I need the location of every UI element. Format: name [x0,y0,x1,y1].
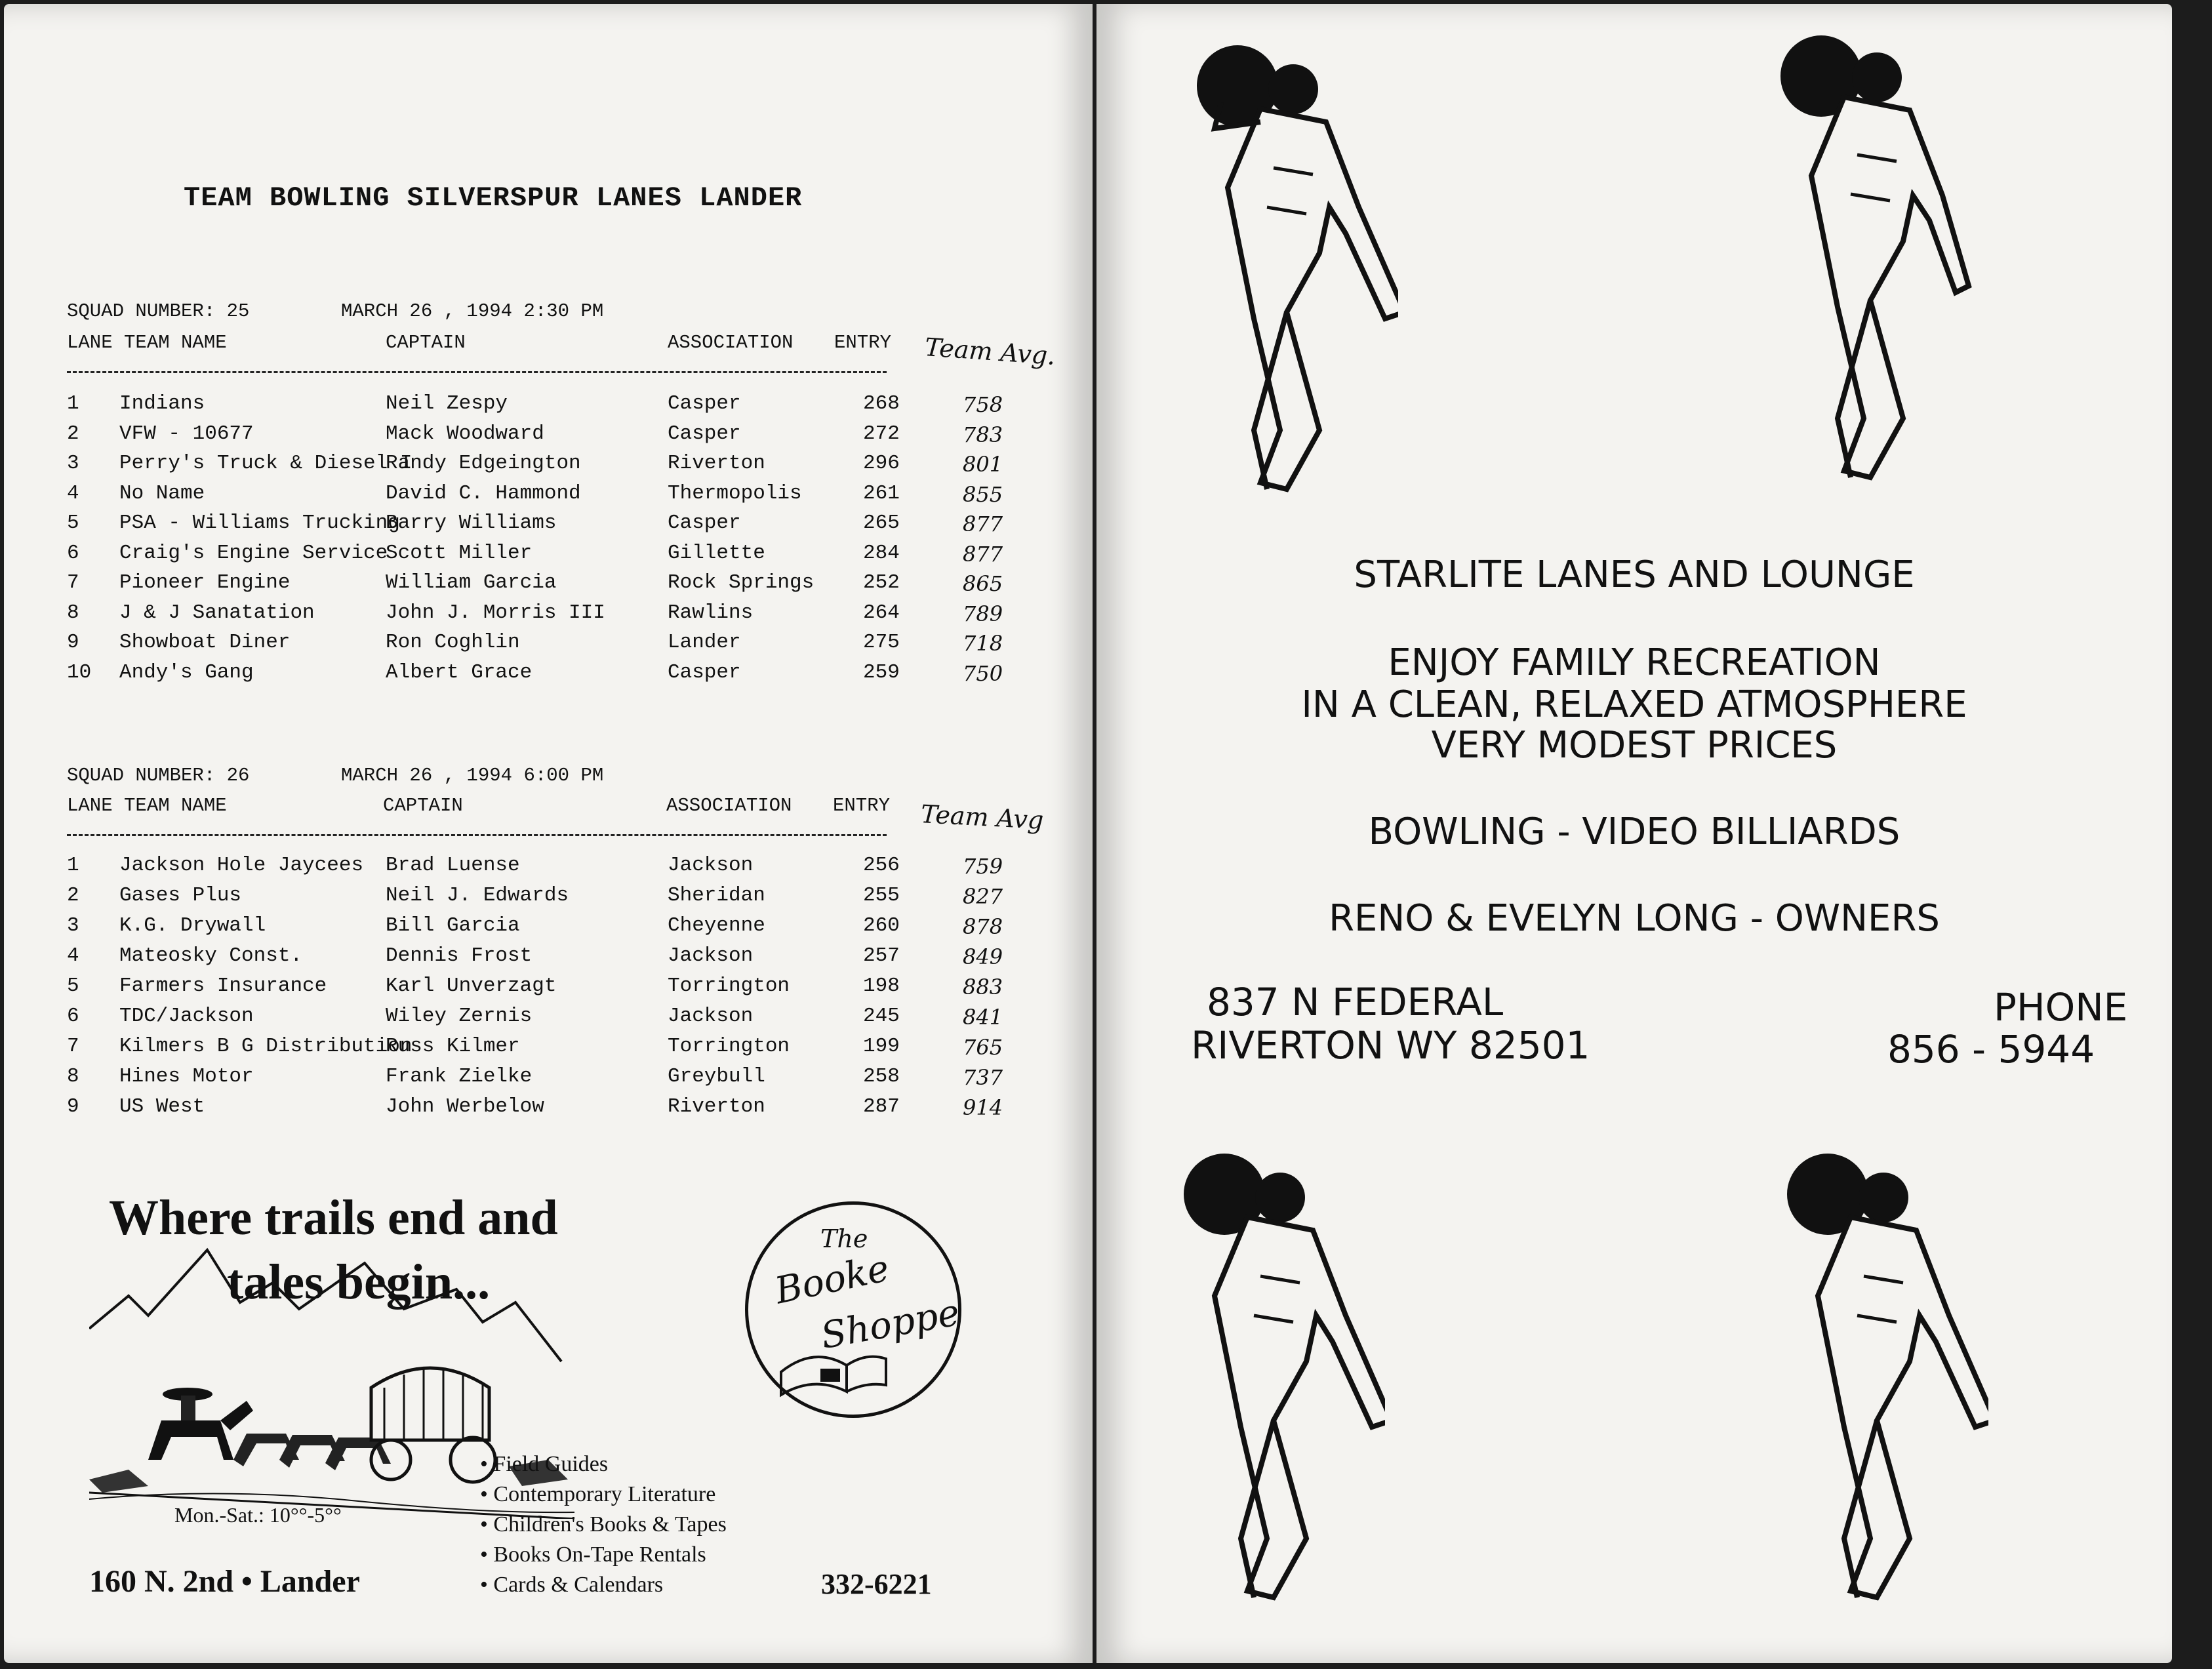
service-item [480,1482,715,1507]
cell-association: Casper [668,512,741,534]
squad-number: SQUAD NUMBER: 26 [67,765,250,786]
table-row [4,392,1093,422]
service-label: Children's Books & Tapes [493,1512,727,1537]
cell-avg: 758 [963,392,1003,417]
store-address: 160 N. 2nd • Lander [89,1564,360,1599]
cell-association: Jackson [668,944,754,967]
cell-avg: 877 [963,512,1003,536]
cell-entry: 284 [863,541,900,565]
cell-avg: 783 [963,422,1003,447]
cell-entry: 261 [863,481,900,505]
cell-association: Casper [668,422,741,445]
cell-association: Gillette [668,541,765,565]
table-row [4,512,1093,542]
street-address: 837 N FEDERAL [1207,980,1504,1024]
table-row [4,482,1093,512]
handwritten-team-avg-header: Team Avg [919,799,1045,835]
tagline-1: ENJOY FAMILY RECREATION [1388,641,1881,684]
cell-captain: David C. Hammond [386,481,581,505]
service-label: Cards & Calendars [493,1573,664,1597]
cell-avg: 765 [963,1035,1003,1060]
cell-lane: 4 [67,481,79,505]
table-row [4,975,1093,1005]
cell-team: US West [119,1095,205,1118]
table-row [4,854,1093,884]
column-header-entry: ENTRY [833,795,891,816]
cell-avg: 849 [963,944,1003,969]
squad-date-time: MARCH 26 , 1994 6:00 PM [341,765,604,786]
cell-lane: 2 [67,884,79,907]
cell-avg: 878 [963,914,1003,939]
cell-team: VFW - 10677 [119,422,254,445]
cell-team: Hines Motor [119,1065,254,1088]
squad-number: SQUAD NUMBER: 25 [67,300,250,322]
activities: BOWLING - VIDEO BILLIARDS [1368,811,1900,853]
cell-captain: Frank Zielke [386,1065,533,1088]
column-header-association: ASSOCIATION [666,795,792,816]
column-header-entry: ENTRY [834,332,892,353]
cell-captain: Mack Woodward [386,422,544,445]
cell-captain: Neil Zespy [386,392,508,415]
cell-captain: Ron Coghlin [386,631,520,654]
cell-association: Lander [668,631,741,654]
table-row [4,601,1093,632]
cell-avg: 789 [963,601,1003,626]
cell-association: Rawlins [668,601,754,624]
cell-association: Rock Springs [668,571,814,594]
service-item [480,1512,727,1537]
cell-entry: 275 [863,631,900,654]
cell-team: J & J Sanatation [119,601,315,624]
cell-captain: John Werbelow [386,1095,544,1118]
cell-association: Greybull [668,1065,765,1088]
cell-avg: 877 [963,541,1003,567]
cell-association: Riverton [668,452,765,475]
squad-date-time: MARCH 26 , 1994 2:30 PM [341,300,604,322]
bullet-icon: • [480,1512,494,1537]
cell-association: Thermopolis [668,481,802,505]
ad-headline-line-1: Where trails end and [109,1190,558,1245]
bullet-icon: • [480,1542,494,1567]
cell-lane: 3 [67,914,79,937]
cell-captain: Barry Williams [386,512,557,534]
cell-association: Cheyenne [668,914,765,937]
cell-avg: 718 [963,631,1003,656]
bowler-illustration-icon [1175,1132,1385,1630]
city-state-zip: RIVERTON WY 82501 [1191,1023,1590,1068]
cell-entry: 245 [863,1005,900,1028]
cell-association: Jackson [668,854,754,877]
cell-entry: 296 [863,452,900,475]
column-header-captain: CAPTAIN [386,332,466,353]
wagon-train-illustration [89,1243,574,1519]
cell-captain: Brad Luense [386,854,520,877]
column-header-lane-team: LANE TEAM NAME [67,795,227,816]
store-hours: Mon.-Sat.: 10°°-5°° [174,1503,342,1527]
cell-captain: Dennis Frost [386,944,533,967]
table-row [4,571,1093,601]
ad-headline-line-2: tales begin... [227,1255,491,1310]
owners: RENO & EVELYN LONG - OWNERS [1329,897,1940,940]
store-phone: 332-6221 [821,1568,932,1600]
service-item [480,1542,706,1567]
cell-lane: 1 [67,392,79,415]
cell-avg: 750 [963,660,1003,686]
cell-team: TDC/Jackson [119,1005,254,1028]
service-item [480,1573,663,1598]
cell-entry: 199 [863,1035,900,1058]
tagline-3: VERY MODEST PRICES [1431,724,1838,767]
table-row [4,1035,1093,1065]
service-label: Contemporary Literature [493,1482,716,1506]
bowler-illustration-icon [1779,1132,1988,1630]
cell-avg: 801 [963,452,1003,477]
cell-association: Torrington [668,1035,790,1058]
cell-entry: 268 [863,392,900,415]
logo-text-shoppe: Shoppe [817,1291,963,1357]
cell-avg: 841 [963,1005,1003,1030]
cell-lane: 7 [67,1035,79,1058]
cell-lane: 6 [67,1005,79,1028]
cell-team: Perry's Truck & Diesel I [119,452,412,475]
logo-text-the: The [820,1224,868,1253]
cell-association: Riverton [668,1095,765,1118]
cell-association: Jackson [668,1005,754,1028]
cell-captain: John J. Morris III [386,601,605,624]
cell-entry: 256 [863,854,900,877]
cell-association: Torrington [668,975,790,997]
table-row [4,944,1093,975]
service-item [480,1452,608,1477]
cell-team: Showboat Diner [119,631,291,654]
cell-lane: 8 [67,1065,79,1088]
bullet-icon: • [480,1573,494,1597]
cell-team: Farmers Insurance [119,975,327,997]
cell-entry: 198 [863,975,900,997]
column-header-captain: CAPTAIN [383,795,463,816]
business-name: STARLITE LANES AND LOUNGE [1354,553,1915,596]
page-title: TEAM BOWLING SILVERSPUR LANES LANDER [184,182,803,214]
table-row [4,661,1093,691]
cell-lane: 9 [67,631,79,654]
cell-lane: 10 [67,660,92,684]
bowler-illustration-icon [1765,24,1975,496]
bullet-icon: • [480,1452,494,1476]
cell-avg: 855 [963,481,1003,507]
column-header-association: ASSOCIATION [668,332,794,353]
cell-association: Casper [668,392,741,415]
table-row [4,1065,1093,1095]
cell-team: Kilmers B G Distribution [119,1035,412,1058]
cell-captain: Scott Miller [386,541,533,565]
cell-entry: 257 [863,944,900,967]
cell-lane: 6 [67,541,79,565]
bullet-icon: • [480,1482,494,1506]
cell-lane: 5 [67,512,79,534]
phone-label: PHONE [1994,985,2128,1030]
tagline-2: IN A CLEAN, RELAXED ATMOSPHERE [1301,683,1967,726]
cell-team: Jackson Hole Jaycees [119,854,364,877]
table-row [4,542,1093,572]
cell-avg: 759 [963,854,1003,879]
table-row [4,452,1093,482]
bowler-illustration-icon [1188,37,1398,509]
dashed-divider [67,371,887,373]
table-row [4,631,1093,661]
cell-entry: 259 [863,660,900,684]
cell-avg: 883 [963,975,1003,999]
cell-captain: Albert Grace [386,660,533,684]
cell-team: K.G. Drywall [119,914,266,937]
cell-lane: 3 [67,452,79,475]
cell-lane: 4 [67,944,79,967]
logo-text-booke: Booke [771,1247,893,1313]
cell-team: Pioneer Engine [119,571,291,594]
open-book-icon [774,1339,893,1398]
booke-shoppe-logo [745,1201,961,1418]
handwritten-team-avg-header: Team Avg. [923,332,1056,371]
cell-lane: 9 [67,1095,79,1118]
cell-avg: 865 [963,571,1003,596]
cell-entry: 252 [863,571,900,594]
cell-entry: 287 [863,1095,900,1118]
cell-captain: Bill Garcia [386,914,520,937]
cell-entry: 255 [863,884,900,907]
right-page [1096,4,2172,1663]
cell-captain: Neil J. Edwards [386,884,569,907]
cell-team: No Name [119,481,205,505]
cell-captain: Karl Unverzagt [386,975,557,997]
cell-avg: 737 [963,1065,1003,1090]
cell-team: PSA - Williams Trucking [119,512,400,534]
table-row [4,914,1093,944]
cell-entry: 264 [863,601,900,624]
dashed-divider [67,834,887,836]
cell-lane: 7 [67,571,79,594]
service-label: Field Guides [493,1452,609,1476]
cell-captain: Russ Kilmer [386,1035,520,1058]
table-row [4,884,1093,914]
cell-avg: 914 [963,1095,1003,1120]
cell-association: Casper [668,660,741,684]
table-row [4,1095,1093,1125]
cell-team: Gases Plus [119,884,242,907]
cell-lane: 8 [67,601,79,624]
cell-team: Andy's Gang [119,660,254,684]
cell-lane: 5 [67,975,79,997]
cell-lane: 1 [67,854,79,877]
cell-entry: 258 [863,1065,900,1088]
phone-number: 856 - 5944 [1887,1027,2095,1072]
left-page [4,4,1093,1663]
cell-team: Craig's Engine Service [119,541,388,565]
column-header-lane-team: LANE TEAM NAME [67,332,227,353]
cell-association: Sheridan [668,884,765,907]
cell-captain: William Garcia [386,571,557,594]
cell-team: Mateosky Const. [119,944,303,967]
cell-entry: 272 [863,422,900,445]
service-label: Books On-Tape Rentals [493,1542,706,1567]
cell-lane: 2 [67,422,79,445]
table-row [4,1005,1093,1035]
cell-captain: Randy Edgeington [386,452,581,475]
cell-entry: 265 [863,512,900,534]
cell-team: Indians [119,392,205,415]
cell-captain: Wiley Zernis [386,1005,533,1028]
cell-entry: 260 [863,914,900,937]
cell-avg: 827 [963,884,1003,909]
table-row [4,422,1093,452]
